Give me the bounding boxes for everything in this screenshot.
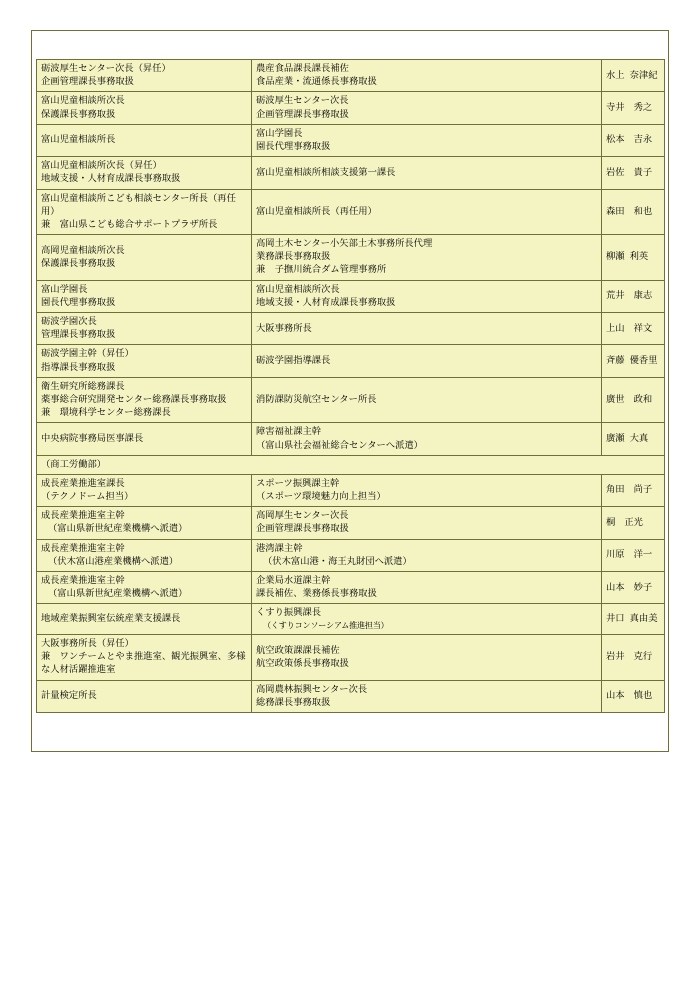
old-position-cell	[252, 507, 602, 539]
new-position-line: 地域産業振興室伝統産業支援課長	[41, 613, 181, 624]
person-givenname: 吉永	[633, 134, 653, 145]
person-surname: 山本	[606, 581, 625, 592]
old-position-line: 砺波厚生センター次長	[256, 95, 349, 106]
old-position-cell	[252, 680, 602, 712]
new-position-cell	[37, 377, 252, 423]
old-position-line: 業務課長事務取扱	[256, 251, 331, 262]
old-position-line: 高岡農林振興センター次長	[256, 683, 368, 694]
old-position-line: 企画管理課長事務取扱	[256, 523, 349, 534]
person-givenname: 利英	[629, 251, 649, 262]
person-givenname: 政和	[633, 393, 653, 404]
new-position-cell	[37, 572, 252, 604]
new-position-line: 薬事総合研究開発センター総務課長事務取扱	[41, 393, 227, 404]
old-position-line: 富山児童相談所相談支援第一課長	[256, 166, 396, 177]
new-position-cell	[37, 313, 252, 345]
table-row	[37, 680, 665, 712]
old-position-line: （富山県社会福祉総合センターへ派遣）	[256, 439, 423, 450]
new-position-line: 富山児童相談所次長	[41, 95, 125, 106]
person-name-cell	[602, 60, 665, 92]
old-position-line: 港湾課主幹	[256, 542, 303, 553]
table-row	[37, 157, 665, 189]
person-surname: 斉藤	[606, 354, 625, 365]
person-surname: 上山	[606, 322, 625, 333]
old-position-cell	[252, 423, 602, 455]
person-surname: 川原	[606, 549, 625, 560]
new-position-line: 富山児童相談所こども相談センター所長（再任用）	[41, 192, 236, 216]
old-position-cell	[252, 157, 602, 189]
new-position-line: （富山県新世紀産業機構へ派遣）	[48, 523, 188, 534]
new-position-line: 成長産業推進室課長	[41, 477, 125, 488]
new-position-line: 保護課長事務取扱	[41, 257, 116, 268]
person-name-cell	[602, 157, 665, 189]
new-position-line: 成長産業推進室主幹	[41, 510, 125, 521]
new-position-line: 富山学園長	[41, 283, 88, 294]
person-surname: 岩井	[606, 651, 625, 662]
new-position-line: 大阪事務所長（昇任）	[41, 638, 134, 649]
person-givenname: 康志	[633, 290, 653, 301]
table-row	[37, 474, 665, 506]
old-position-line: 航空政策係長事務取扱	[256, 657, 349, 668]
person-givenname: 祥文	[633, 322, 653, 333]
new-position-line: 成長産業推進室主幹	[41, 542, 125, 553]
old-position-cell	[252, 235, 602, 281]
person-givenname: 正光	[624, 516, 643, 527]
table-row	[37, 235, 665, 281]
new-position-cell	[37, 280, 252, 312]
person-name-cell	[602, 235, 665, 281]
new-position-cell	[37, 60, 252, 92]
old-position-line: 地域支援・人材育成課長事務取扱	[256, 296, 396, 307]
old-position-line: 高岡厚生センター次長	[256, 510, 349, 521]
person-surname: 桐	[606, 516, 616, 527]
old-position-line: スポーツ振興課主幹	[256, 477, 340, 488]
new-position-cell	[37, 92, 252, 124]
new-position-line: 成長産業推進室主幹	[41, 575, 125, 585]
new-position-line: 管理課長事務取扱	[41, 329, 116, 340]
new-position-cell	[37, 124, 252, 156]
old-position-line: （くすりコンソーシアム推進担当）	[263, 620, 389, 630]
table-row	[37, 377, 665, 423]
old-position-cell	[252, 377, 602, 423]
table-row	[37, 539, 665, 571]
table-row	[37, 60, 665, 92]
new-position-line: 衛生研究所総務課長	[41, 380, 125, 391]
person-surname: 寺井	[606, 101, 625, 112]
person-givenname: 洋一	[633, 549, 653, 560]
table-section-row	[37, 455, 665, 474]
new-position-line: （テクノドーム担当）	[41, 491, 134, 502]
person-name-cell	[602, 572, 665, 604]
old-position-line: 大阪事務所長	[256, 322, 312, 333]
person-givenname: 妙子	[633, 581, 653, 592]
person-givenname: 大真	[629, 432, 649, 443]
old-position-line: 企業局水道課主幹	[256, 575, 331, 585]
table-row	[37, 572, 665, 604]
section-header-label: （商工労働部）	[37, 455, 665, 474]
person-givenname: 慎也	[633, 690, 653, 701]
person-surname: 角田	[606, 484, 625, 495]
person-surname: 山本	[606, 690, 625, 701]
person-surname: 井口	[606, 613, 625, 624]
old-position-cell	[252, 539, 602, 571]
new-position-line: 富山児童相談所長	[41, 134, 116, 145]
old-position-line: 課長補佐、業務係長事務取扱	[256, 588, 377, 599]
old-position-cell	[252, 572, 602, 604]
new-position-line: 中央病院事務局医事課長	[41, 432, 144, 443]
new-position-line: 計量検定所長	[41, 690, 97, 701]
person-surname: 森田	[606, 205, 625, 216]
old-position-cell	[252, 474, 602, 506]
old-position-line: 高岡土木センター小矢部土木事務所長代理	[256, 238, 433, 249]
person-name-cell	[602, 92, 665, 124]
person-givenname: 和也	[633, 205, 653, 216]
old-position-cell	[252, 189, 602, 235]
new-position-line: 砺波厚生センター次長（昇任）	[41, 63, 171, 73]
person-surname: 岩佐	[606, 166, 625, 177]
new-position-cell	[37, 604, 252, 635]
person-givenname: 克行	[633, 651, 653, 662]
person-name-cell	[602, 635, 665, 681]
new-position-line: 指導課長事務取扱	[41, 361, 116, 372]
new-position-cell	[37, 539, 252, 571]
old-position-line: 企画管理課長事務取扱	[256, 108, 349, 119]
table-row	[37, 280, 665, 312]
old-position-line: 兼 子撫川統合ダム管理事務所	[256, 264, 387, 275]
person-surname: 廣世	[606, 393, 625, 404]
new-position-line: （伏木富山港産業機構へ派遣）	[48, 555, 179, 566]
old-position-line: 園長代理事務取扱	[256, 140, 331, 151]
new-position-line: 富山児童相談所次長（昇任）	[41, 160, 162, 171]
person-surname: 柳瀬	[606, 251, 625, 262]
old-position-line: 消防課防災航空センター所長	[256, 393, 377, 404]
table-row	[37, 345, 665, 377]
table-body	[37, 60, 665, 713]
person-givenname: 秀之	[633, 101, 653, 112]
person-givenname: 貴子	[633, 166, 653, 177]
person-givenname: 優香里	[629, 354, 658, 365]
person-name-cell	[602, 604, 665, 635]
old-position-cell	[252, 635, 602, 681]
old-position-cell	[252, 92, 602, 124]
new-position-cell	[37, 507, 252, 539]
new-position-cell	[37, 189, 252, 235]
table-row	[37, 124, 665, 156]
old-position-line: （スポーツ環境魅力向上担当）	[256, 491, 386, 502]
table-row	[37, 507, 665, 539]
new-position-line: 保護課長事務取扱	[41, 108, 116, 119]
new-position-line: 企画管理課長事務取扱	[41, 76, 134, 87]
old-position-line: 富山児童相談所次長	[256, 283, 340, 294]
table-row	[37, 423, 665, 455]
new-position-line: （富山県新世紀産業機構へ派遣）	[48, 588, 188, 599]
new-position-line: 砺波学園次長	[41, 316, 97, 326]
old-position-cell	[252, 313, 602, 345]
new-position-line: 砺波学園主幹（昇任）	[41, 348, 134, 359]
person-name-cell	[602, 423, 665, 455]
person-name-cell	[602, 280, 665, 312]
table-row	[37, 313, 665, 345]
new-position-line: 地域支援・人材育成課長事務取扱	[41, 173, 181, 184]
old-position-line: 富山学園長	[256, 127, 303, 138]
person-givenname: 奈津紀	[629, 69, 658, 80]
new-position-line: 兼 環境科学センター総務課長	[41, 407, 171, 418]
person-surname: 水上	[606, 69, 625, 80]
new-position-cell	[37, 680, 252, 712]
person-name-cell	[602, 124, 665, 156]
personnel-roster-table	[36, 59, 665, 713]
person-name-cell	[602, 507, 665, 539]
table-row	[37, 92, 665, 124]
old-position-cell	[252, 604, 602, 635]
old-position-line: （伏木富山港・海王丸財団へ派遣）	[263, 555, 412, 566]
person-name-cell	[602, 313, 665, 345]
old-position-line: 航空政策課課長補佐	[256, 644, 340, 655]
old-position-line: 農産食品課長課長補佐	[256, 63, 349, 73]
new-position-line: 兼 ワンチームとやま推進室、観光振興室、多様な人材活躍推進室	[41, 651, 246, 675]
old-position-line: 富山児童相談所長（再任用）	[256, 205, 377, 216]
person-surname: 松本	[606, 134, 625, 145]
old-position-cell	[252, 280, 602, 312]
person-name-cell	[602, 474, 665, 506]
new-position-line: 兼 富山県こども総合サポートプラザ所長	[41, 218, 218, 229]
person-name-cell	[602, 377, 665, 423]
table-row	[37, 604, 665, 635]
new-position-cell	[37, 423, 252, 455]
new-position-cell	[37, 345, 252, 377]
table-row	[37, 189, 665, 235]
new-position-line: 園長代理事務取扱	[41, 296, 116, 307]
old-position-line: 食品産業・流通係長事務取扱	[256, 76, 377, 87]
old-position-line: 総務課長事務取扱	[256, 696, 331, 707]
person-surname: 廣瀬	[606, 432, 625, 443]
new-position-cell	[37, 635, 252, 681]
new-position-cell	[37, 157, 252, 189]
old-position-line: 砺波学園指導課長	[256, 354, 331, 365]
new-position-cell	[37, 235, 252, 281]
old-position-line: くすり振興課長	[256, 607, 322, 618]
old-position-cell	[252, 345, 602, 377]
old-position-cell	[252, 60, 602, 92]
person-givenname: 尚子	[633, 484, 653, 495]
person-name-cell	[602, 345, 665, 377]
person-name-cell	[602, 189, 665, 235]
table-row	[37, 635, 665, 681]
new-position-line: 高岡児童相談所次長	[41, 244, 125, 255]
new-position-cell	[37, 474, 252, 506]
person-surname: 荒井	[606, 290, 625, 301]
old-position-cell	[252, 124, 602, 156]
person-name-cell	[602, 539, 665, 571]
person-name-cell	[602, 680, 665, 712]
old-position-line: 障害福祉課主幹	[256, 426, 322, 437]
person-givenname: 真由美	[629, 613, 658, 624]
